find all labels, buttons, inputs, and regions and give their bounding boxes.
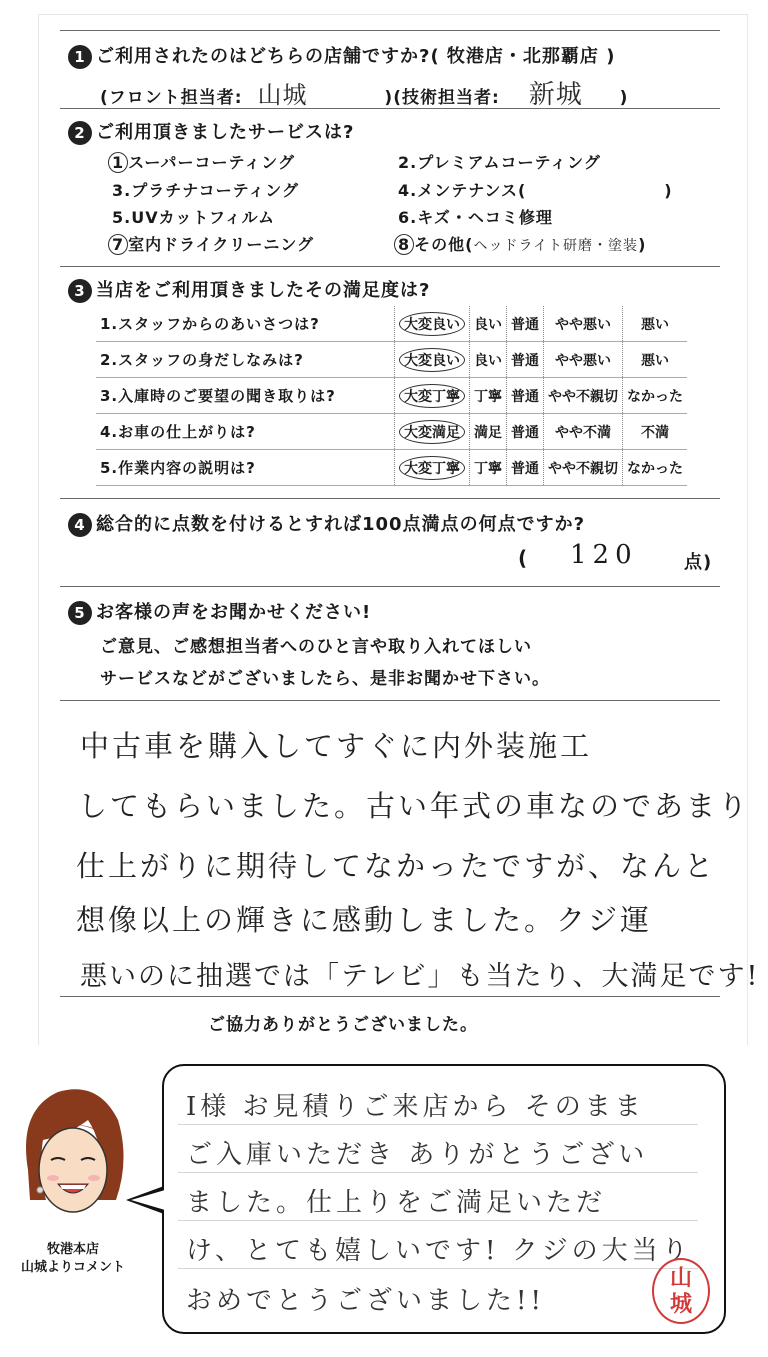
option-label: その他( [414, 235, 474, 254]
option-label: やや不満 [555, 424, 611, 441]
option-label: 良い [474, 352, 502, 369]
selected-option-label: 大変良い [399, 348, 465, 372]
satisfaction-option [507, 378, 544, 414]
option-mark: 6. [398, 208, 418, 227]
option-label: 普通 [511, 388, 539, 405]
satisfaction-option [544, 378, 623, 414]
satisfaction-table [96, 306, 687, 486]
bubble-tail-inner [131, 1190, 165, 1210]
option-label: なかった [627, 460, 683, 477]
option-label: UVカットフィルム [131, 208, 276, 227]
option-label: キズ・ヘコミ修理 [417, 208, 553, 227]
option-mark: 7 [108, 234, 128, 255]
service-option-6 [398, 205, 553, 228]
satisfaction-option [623, 342, 688, 378]
satisfaction-option [507, 414, 544, 450]
ruled-line [178, 1124, 698, 1125]
option-label: なかった [627, 388, 683, 405]
satisfaction-option [470, 450, 507, 486]
option-label: 丁寧 [474, 388, 502, 405]
satisfaction-option [544, 414, 623, 450]
divider [60, 700, 720, 701]
selected-option-label: 大変満足 [399, 420, 465, 444]
divider [60, 30, 720, 31]
satisfaction-option [395, 342, 470, 378]
satisfaction-row [96, 306, 687, 342]
divider [60, 498, 720, 499]
option-label: 普通 [511, 424, 539, 441]
selected-option-label: 大変丁寧 [399, 456, 465, 480]
service-option-3 [112, 178, 299, 201]
satisfaction-option [395, 414, 470, 450]
option-label: スーパーコーティング [128, 153, 295, 172]
score-open-paren: ( [518, 546, 529, 570]
satisfaction-option [623, 414, 688, 450]
service-option-8 [394, 232, 646, 255]
option-label: 普通 [511, 352, 539, 369]
question-number: 3 [68, 279, 92, 303]
question-number: 1 [68, 45, 92, 69]
message-line-4: 想像以上の輝きに感動しました。クジ運 [76, 903, 653, 937]
question-number: 4 [68, 513, 92, 537]
option-label: プラチナコーティング [131, 181, 299, 200]
message-line-1: 中古車を購入してすぐに内外装施工 [80, 729, 593, 763]
ruled-line [178, 1220, 698, 1221]
front-staff-label: (フロント担当者: [100, 88, 243, 108]
satisfaction-row [96, 414, 687, 450]
divider [60, 108, 720, 109]
tech-staff-label: )(技術担当者: [384, 88, 500, 108]
option-label: やや悪い [555, 352, 611, 369]
option-label: プレミアムコーティング [417, 153, 601, 172]
question-4 [68, 510, 585, 537]
satisfaction-question: 3.入庫時のご要望の聞き取りは? [96, 378, 395, 414]
paren-close: ) [638, 235, 647, 254]
question-number: 2 [68, 121, 92, 145]
option-mark: 4. [398, 181, 418, 200]
satisfaction-option [470, 342, 507, 378]
question-title: ご利用頂きましたサービスは? [96, 122, 355, 143]
reply-line-2: ご入庫いただき ありがとうござい [186, 1140, 649, 1170]
message-line-5: 悪いのに抽選では「テレビ」も当たり、大満足です! [80, 961, 760, 992]
service-option-7 [108, 232, 314, 255]
question-2 [68, 118, 354, 145]
satisfaction-option [544, 306, 623, 342]
option-mark: 5. [112, 208, 132, 227]
question-5-desc-2: サービスなどがございましたら、是非お聞かせ下さい。 [100, 669, 550, 689]
satisfaction-row [96, 342, 687, 378]
other-service-value: ヘッドライト研磨・塗装 [473, 238, 639, 254]
thanks-text: ご協力ありがとうございました。 [208, 1015, 478, 1035]
name-stamp [652, 1258, 710, 1324]
service-option-4 [398, 178, 673, 201]
satisfaction-option [507, 342, 544, 378]
question-title: 当店をご利用頂きましたその満足度は? [96, 280, 431, 301]
option-label: 悪い [641, 316, 669, 333]
question-5-desc-1: ご意見、ご感想担当者へのひと言や取り入れてほしい [100, 637, 532, 657]
staff-line [100, 74, 628, 111]
satisfaction-option [470, 306, 507, 342]
option-label: 普通 [511, 460, 539, 477]
option-mark: 3. [112, 181, 132, 200]
question-number: 5 [68, 601, 92, 625]
satisfaction-question: 5.作業内容の説明は? [96, 450, 395, 486]
option-label: メンテナンス( ) [417, 181, 673, 200]
question-title: ご利用されたのはどちらの店舗ですか?( 牧港店・北那覇店 ) [96, 46, 616, 67]
satisfaction-question: 4.お車の仕上がりは? [96, 414, 395, 450]
satisfaction-row [96, 450, 687, 486]
divider [60, 996, 720, 997]
satisfaction-option [470, 414, 507, 450]
question-title: お客様の声をお聞かせください! [96, 602, 372, 623]
reply-line-3: ました。仕上りをご満足いただ [186, 1188, 607, 1218]
question-1 [68, 42, 615, 69]
ruled-line [178, 1172, 698, 1173]
caption-comment: 山城よりコメント [20, 1260, 125, 1275]
tech-staff-value: 新城 [528, 80, 583, 110]
option-label: やや不親切 [548, 460, 618, 477]
service-option-2 [398, 150, 601, 173]
satisfaction-question: 1.スタッフからのあいさつは? [96, 306, 395, 342]
satisfaction-option [395, 306, 470, 342]
satisfaction-option [623, 378, 688, 414]
score-value: 120 [570, 540, 638, 570]
message-line-3: 仕上がりに期待してなかったですが、なんと [76, 849, 717, 883]
option-label: 不満 [641, 424, 669, 441]
option-label: やや不親切 [548, 388, 618, 405]
satisfaction-option [623, 450, 688, 486]
stamp-text: 山城 [669, 1265, 692, 1317]
satisfaction-option [623, 306, 688, 342]
satisfaction-option [507, 306, 544, 342]
option-label: 普通 [511, 316, 539, 333]
option-mark: 8 [394, 234, 414, 255]
ruled-line [178, 1268, 698, 1269]
satisfaction-option [395, 450, 470, 486]
satisfaction-question: 2.スタッフの身だしなみは? [96, 342, 395, 378]
score-unit: 点) [684, 552, 713, 573]
option-label: やや悪い [555, 316, 611, 333]
question-title: 総合的に点数を付けるとすれば100点満点の何点ですか? [96, 514, 586, 535]
option-label: 丁寧 [474, 460, 502, 477]
selected-option-label: 大変良い [399, 312, 465, 336]
option-label: 満足 [474, 424, 502, 441]
option-label: 良い [474, 316, 502, 333]
satisfaction-option [544, 342, 623, 378]
reply-line-5: おめでとうございました!! [186, 1286, 545, 1316]
option-mark: 1 [108, 152, 128, 173]
satisfaction-option [544, 450, 623, 486]
paren-close: ) [619, 88, 629, 108]
option-label: 室内ドライクリーニング [128, 235, 315, 254]
service-option-1 [108, 150, 295, 173]
satisfaction-option [507, 450, 544, 486]
service-option-5 [112, 205, 275, 228]
satisfaction-option [395, 378, 470, 414]
caption-store: 牧港本店 [46, 1242, 99, 1257]
satisfaction-option [470, 378, 507, 414]
option-label: 悪い [641, 352, 669, 369]
selected-option-label: 大変丁寧 [399, 384, 465, 408]
front-staff-value: 山城 [257, 81, 308, 109]
question-5 [68, 598, 371, 625]
reply-line-1: I様 お見積りご来店から そのまま [186, 1092, 645, 1122]
satisfaction-row [96, 378, 687, 414]
message-line-2: してもらいました。古い年式の車なのであまり [78, 789, 751, 823]
reply-line-4: け、とても嬉しいです! クジの大当り [186, 1236, 692, 1266]
divider [60, 266, 720, 267]
staff-avatar [18, 1080, 126, 1230]
option-mark: 2. [398, 153, 418, 172]
question-3 [68, 276, 430, 303]
divider [60, 586, 720, 587]
